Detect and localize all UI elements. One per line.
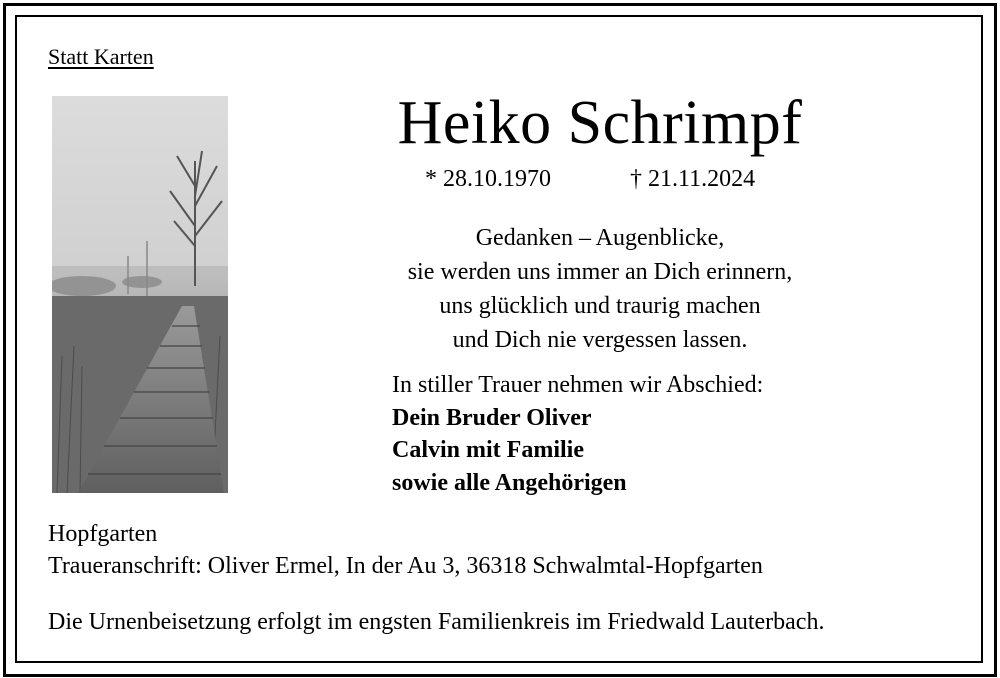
verse-line: Gedanken – Augenblicke,	[475, 225, 725, 251]
place-name: Hopfgarten	[48, 521, 158, 547]
death-date: † 21.11.2024	[630, 166, 756, 192]
deceased-name: Heiko Schrimpf	[397, 89, 803, 157]
mourner-name: Dein Bruder Oliver	[392, 404, 592, 431]
statt-karten-label: Statt Karten	[48, 44, 154, 69]
mourners-intro: In stiller Trauer nehmen wir Abschied:	[392, 372, 764, 398]
birth-date: * 28.10.1970	[425, 166, 551, 192]
life-dates	[425, 166, 756, 193]
mourning-address: Traueranschrift: Oliver Ermel, In der Au 3, 36318 Schwalmtal-Hopfgarten	[48, 553, 763, 579]
verse-line: uns glücklich und traurig machen	[439, 293, 761, 319]
memorial-verse	[340, 221, 860, 357]
verse-line: und Dich nie vergessen lassen.	[452, 327, 748, 353]
mourners-block	[392, 369, 763, 499]
mourner-name: Calvin mit Familie	[392, 437, 584, 463]
verse-line: sie werden uns immer an Dich erinnern,	[407, 259, 793, 285]
burial-note: Die Urnenbeisetzung erfolgt im engsten Familienkreis im Friedwald Lauterbach.	[48, 609, 825, 635]
mourner-name: sowie alle Angehörigen	[392, 469, 627, 496]
memorial-photo	[52, 96, 228, 493]
